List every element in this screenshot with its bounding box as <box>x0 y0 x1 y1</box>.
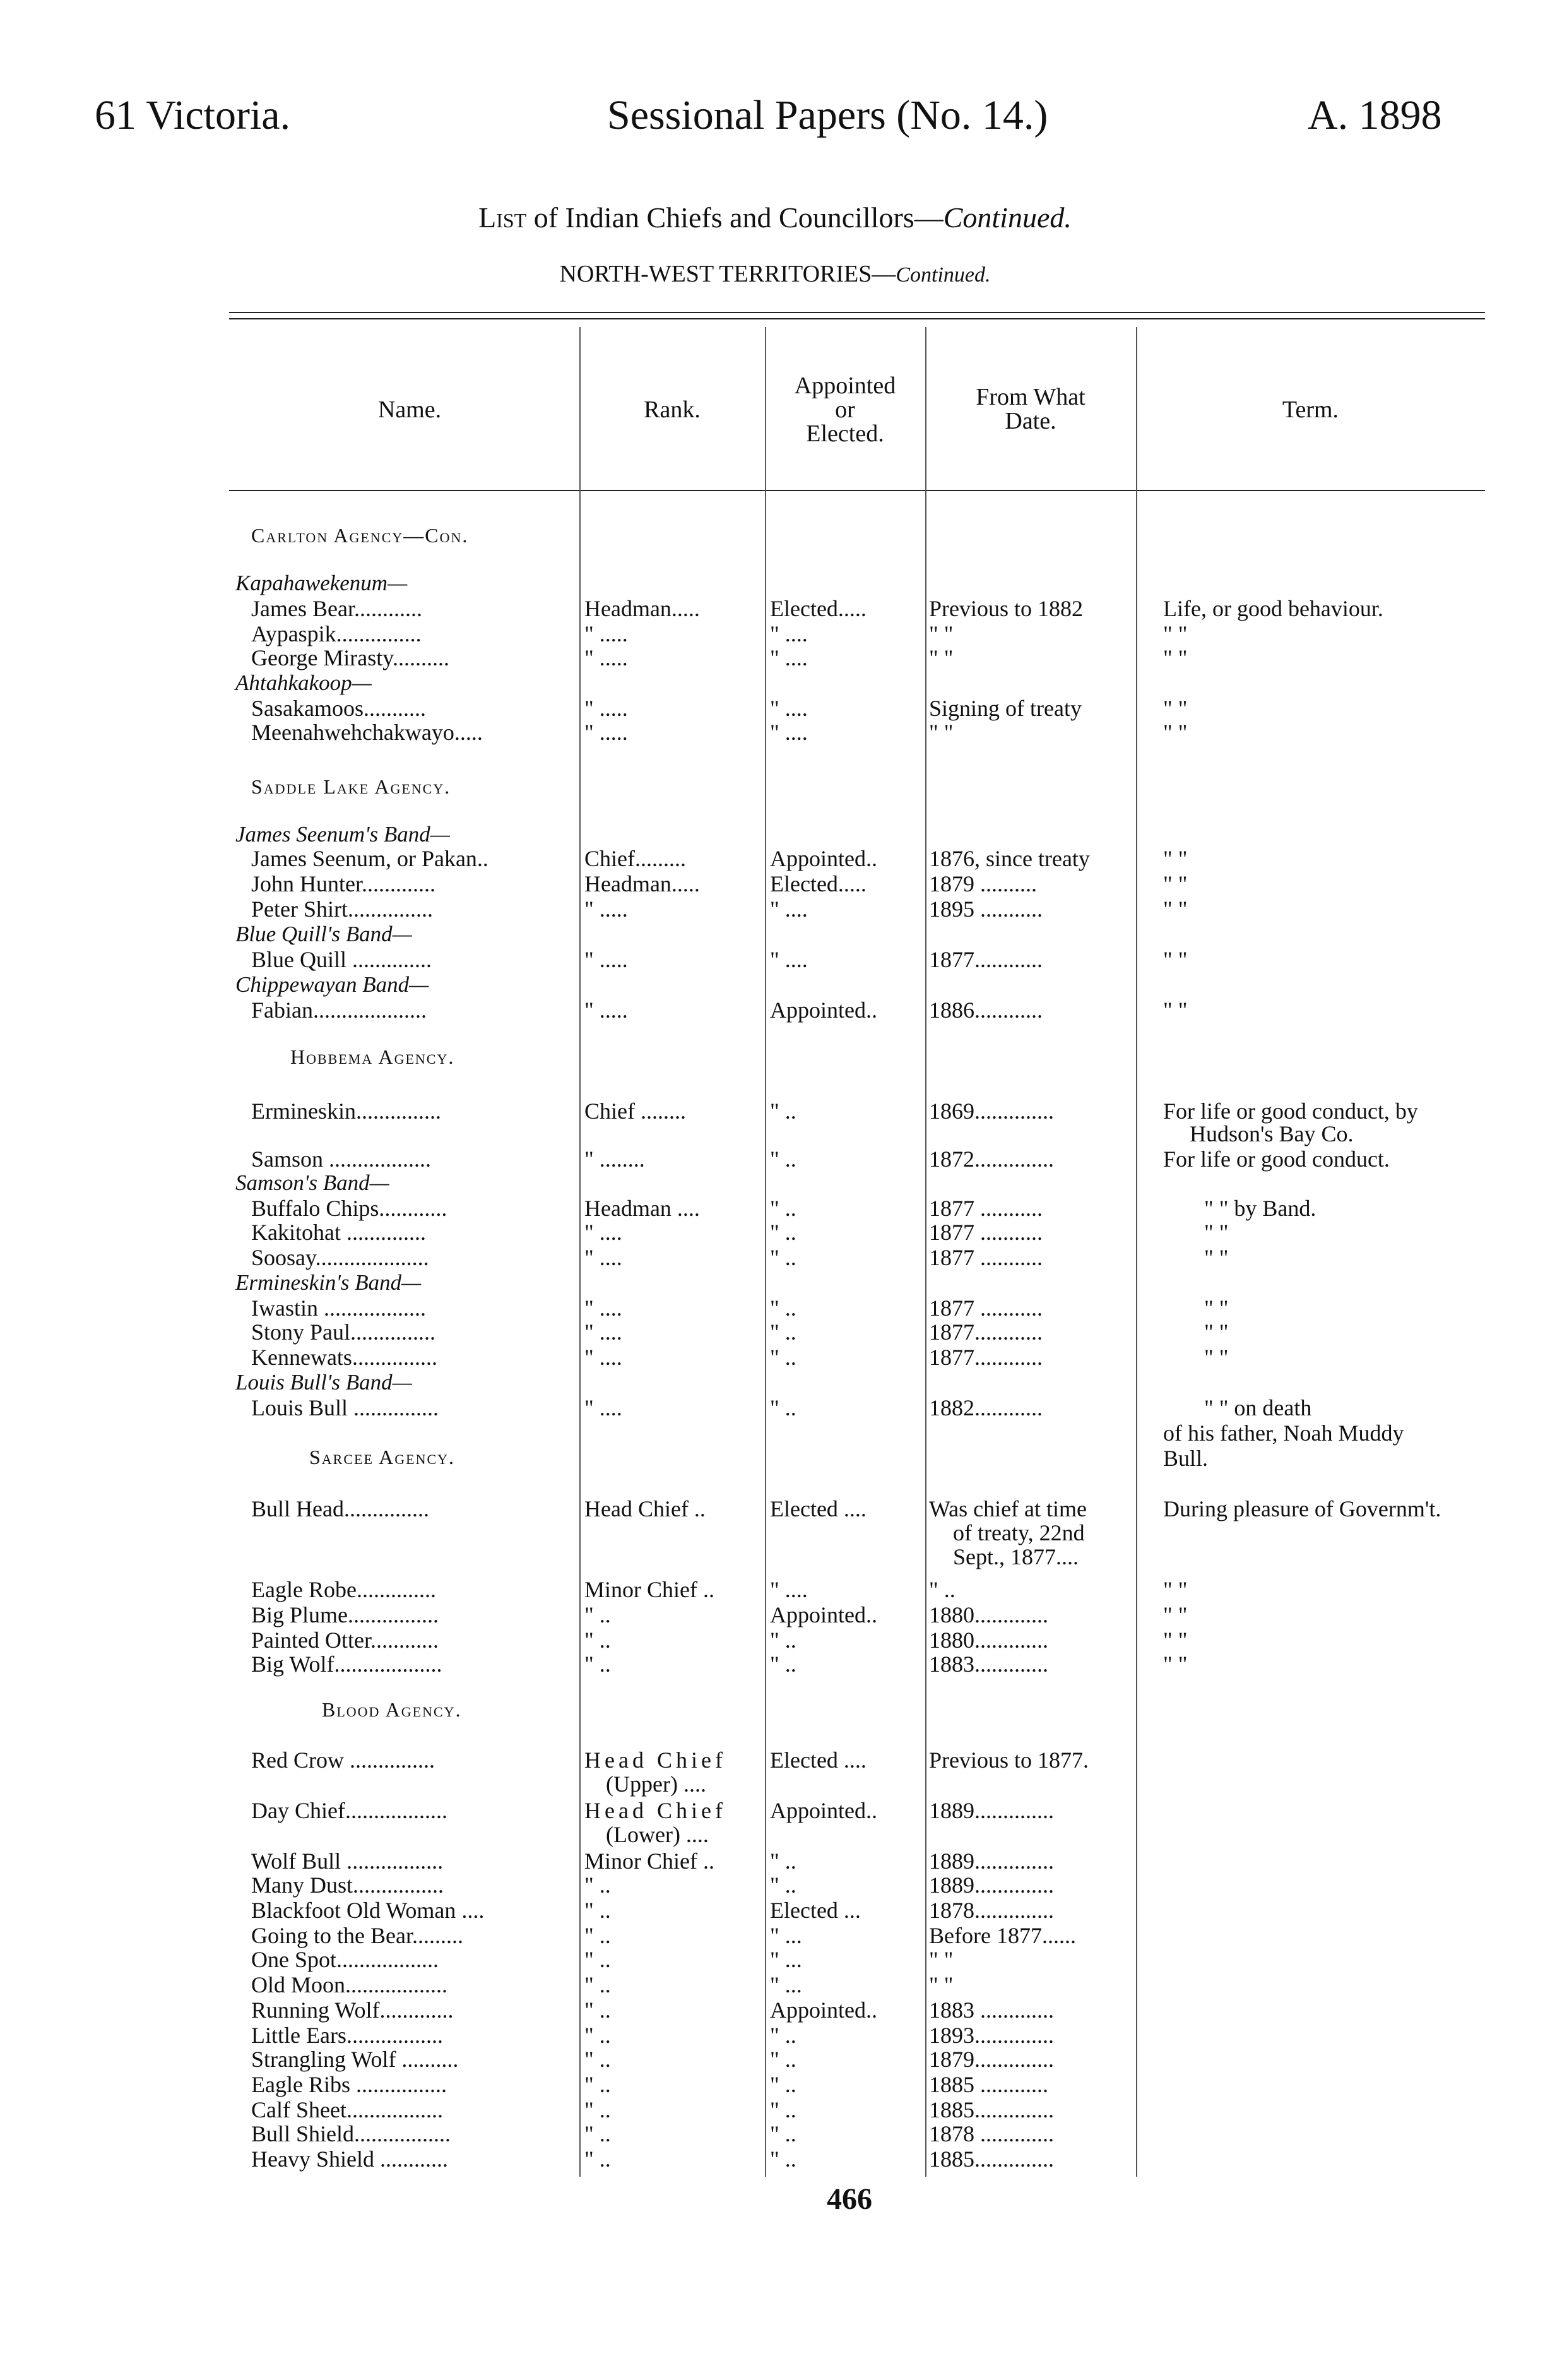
cell-name: Bull Shield................. <box>251 2121 451 2146</box>
cell-rank: " ........ <box>584 1146 645 1172</box>
cell-date: 1883 ............. <box>929 1997 1054 2023</box>
cell-rank: " .. <box>584 1947 611 1972</box>
cell-name: Meenahwehchakwayo..... <box>251 720 483 745</box>
cell-rank: Minor Chief .. <box>584 1577 714 1602</box>
cell-date: 1872.............. <box>929 1146 1054 1172</box>
cell-appointed: Elected ... <box>770 1898 861 1923</box>
table-row <box>0 1220 1550 1245</box>
cell-date: " " <box>929 1972 954 1997</box>
cell-date: Sept., 1877.... <box>953 1544 1079 1569</box>
cell-appointed: " ... <box>770 1947 802 1972</box>
cell-date: " " <box>929 621 954 646</box>
cell-name: Fabian.................... <box>251 997 427 1023</box>
column-header-appointed-line: Appointed <box>794 372 896 399</box>
cell-appointed: " .. <box>770 1196 796 1221</box>
cell-date: 1886............ <box>929 997 1043 1023</box>
table-row <box>0 1822 1550 1847</box>
cell-date: 1877 ........... <box>929 1196 1043 1221</box>
cell-term: " " <box>1163 997 1188 1023</box>
cell-date: 1893.............. <box>929 2023 1054 2048</box>
cell-date: of treaty, 22nd <box>953 1520 1085 1545</box>
cell-term: " " <box>1204 1319 1229 1345</box>
cell-appointed: " .... <box>770 1577 808 1602</box>
cell-name: Many Dust................ <box>251 1872 444 1898</box>
table-row <box>0 1544 1550 1569</box>
table-row <box>0 1146 1550 1172</box>
top-rule-2 <box>229 318 1485 319</box>
cell-date: 1877............ <box>929 947 1043 972</box>
cell-name: John Hunter............. <box>251 871 435 896</box>
column-header-date-line: From What <box>976 384 1086 410</box>
cell-date: 1877 ........... <box>929 1245 1043 1270</box>
subtitle-text: NORTH-WEST TERRITORIES— <box>559 261 896 287</box>
cell-appointed: " .. <box>770 1146 796 1172</box>
cell-name: Kennewats............... <box>251 1345 437 1370</box>
cell-appointed: " .. <box>770 2097 796 2122</box>
table-row <box>0 1848 1550 1874</box>
cell-date: Before 1877...... <box>929 1923 1076 1948</box>
agency-heading: Carlton Agency—Con. <box>251 524 469 547</box>
cell-rank: Headman .... <box>584 1196 700 1221</box>
band-heading: James Seenum's Band— <box>235 822 450 847</box>
cell-date: " " <box>929 720 954 745</box>
cell-appointed: " .. <box>770 1295 796 1321</box>
table-row <box>0 1972 1550 1997</box>
cell-name: Running Wolf............. <box>251 1997 454 2023</box>
band-heading: Louis Bull's Band— <box>235 1370 412 1395</box>
cell-rank: Chief ........ <box>584 1098 686 1124</box>
cell-date: 1877 ........... <box>929 1220 1043 1245</box>
table-row <box>0 1651 1550 1677</box>
top-rule <box>229 312 1485 313</box>
cell-name: Aypaspik............... <box>251 621 422 646</box>
cell-term: " " <box>1204 1295 1229 1321</box>
header-rule <box>229 490 1485 491</box>
cell-term: " " <box>1204 1345 1229 1370</box>
band-heading: Samson's Band— <box>235 1170 389 1195</box>
table-row <box>0 1898 1550 1923</box>
cell-term: " " <box>1163 1602 1188 1627</box>
cell-date: 1882............ <box>929 1395 1043 1420</box>
agency-heading: Hobbema Agency. <box>290 1045 455 1068</box>
cell-name: One Spot.................. <box>251 1947 439 1972</box>
cell-date: 1876, since treaty <box>929 846 1090 871</box>
cell-name: Ermineskin............... <box>251 1098 441 1124</box>
page-title <box>0 201 1550 234</box>
cell-appointed: " .. <box>770 2146 796 2172</box>
cell-rank: Minor Chief .. <box>584 1848 714 1874</box>
cell-appointed: " .... <box>770 696 808 721</box>
table-row <box>0 696 1550 721</box>
cell-term: " " <box>1163 947 1188 972</box>
cell-term: " " by Band. <box>1204 1196 1316 1221</box>
cell-date: 1889.............. <box>929 1848 1054 1874</box>
cell-date: Signing of treaty <box>929 696 1082 721</box>
cell-rank: " ..... <box>584 696 628 721</box>
cell-date: 1880............. <box>929 1602 1048 1627</box>
cell-appointed: Elected..... <box>770 871 867 896</box>
table-row <box>0 1627 1550 1653</box>
subtitle-continued: Continued. <box>896 263 991 287</box>
cell-rank: " .. <box>584 1923 611 1948</box>
cell-date: 1889.............. <box>929 1872 1054 1898</box>
table-row <box>0 1947 1550 1972</box>
table-row <box>0 621 1550 646</box>
cell-rank: " .. <box>584 1602 611 1627</box>
column-header-rank: Rank. <box>644 396 701 423</box>
cell-date: 1878.............. <box>929 1898 1054 1923</box>
cell-rank: " .... <box>584 1345 622 1370</box>
cell-date: 1877............ <box>929 1345 1043 1370</box>
cell-name: Eagle Robe.............. <box>251 1577 436 1602</box>
cell-date: Previous to 1877. <box>929 1747 1089 1773</box>
header-year: A. 1898 <box>1308 92 1442 138</box>
cell-appointed: " .... <box>770 720 808 745</box>
cell-name: Samson .................. <box>251 1146 432 1172</box>
cell-name: Calf Sheet................. <box>251 2097 443 2122</box>
cell-rank: " .. <box>584 1997 611 2023</box>
table-row <box>0 1798 1550 1823</box>
table-row <box>0 2146 1550 2172</box>
cell-appointed: " .. <box>770 1651 796 1677</box>
cell-appointed: Elected .... <box>770 1496 867 1521</box>
table-row <box>0 1747 1550 1773</box>
cell-date: 1889.............. <box>929 1798 1054 1823</box>
cell-name: Day Chief.................. <box>251 1798 447 1823</box>
cell-appointed: Appointed.. <box>770 1798 877 1823</box>
cell-rank: " ..... <box>584 621 628 646</box>
table-row <box>0 997 1550 1023</box>
table-row <box>0 1420 1550 1446</box>
cell-name: Red Crow ............... <box>251 1747 435 1773</box>
agency-heading: Blood Agency. <box>322 1698 462 1721</box>
table-row <box>0 1295 1550 1321</box>
cell-date: 1880............. <box>929 1627 1048 1653</box>
cell-appointed: " .. <box>770 1848 796 1874</box>
header-title: Sessional Papers (No. 14.) <box>607 92 1048 138</box>
cell-appointed: Appointed.. <box>770 997 877 1023</box>
cell-date: " " <box>929 1947 954 1972</box>
cell-term: " " <box>1163 1651 1188 1677</box>
cell-date: 1885 ............ <box>929 2072 1048 2097</box>
band-heading: Blue Quill's Band— <box>235 922 412 946</box>
page-number: 466 <box>827 2182 872 2216</box>
cell-name: Heavy Shield ............ <box>251 2146 448 2172</box>
header-session: 61 Victoria. <box>95 92 291 138</box>
cell-name: James Seenum, or Pakan.. <box>251 846 488 871</box>
cell-rank: " ..... <box>584 896 628 922</box>
cell-rank: Head Chief <box>584 1747 726 1773</box>
cell-name: Buffalo Chips............ <box>251 1196 447 1221</box>
cell-date: 1885.............. <box>929 2146 1054 2172</box>
cell-appointed: " .. <box>770 2023 796 2048</box>
cell-rank: " .. <box>584 1651 611 1677</box>
table-row <box>0 1997 1550 2023</box>
column-header-appointed-line: Elected. <box>806 420 884 447</box>
cell-appointed: " .. <box>770 1627 796 1653</box>
table-row <box>0 2023 1550 2048</box>
table-row <box>0 1345 1550 1370</box>
cell-term: " " <box>1204 1245 1229 1270</box>
cell-rank: " .. <box>584 2146 611 2172</box>
cell-rank: Chief......... <box>584 846 686 871</box>
column-header-name: Name. <box>377 396 442 423</box>
cell-appointed: " .. <box>770 1245 796 1270</box>
cell-appointed: Elected..... <box>770 596 867 621</box>
cell-date: 1869.............. <box>929 1098 1054 1124</box>
cell-name: Louis Bull ............... <box>251 1395 439 1420</box>
cell-name: Sasakamoos........... <box>251 696 426 721</box>
cell-name: Going to the Bear......... <box>251 1923 463 1948</box>
cell-rank: " ..... <box>584 997 628 1023</box>
table-row <box>0 1245 1550 1270</box>
cell-appointed: " .. <box>770 1345 796 1370</box>
cell-appointed: " ... <box>770 1972 802 1997</box>
table-row <box>0 2121 1550 2146</box>
cell-appointed: " ... <box>770 1923 802 1948</box>
cell-term: During pleasure of Governm't. <box>1163 1496 1441 1521</box>
table-row <box>0 1771 1550 1797</box>
cell-date: 1885.............. <box>929 2097 1054 2122</box>
cell-name: George Mirasty.......... <box>251 645 449 670</box>
cell-appointed: " .. <box>770 1319 796 1345</box>
cell-rank: " .. <box>584 2097 611 2122</box>
cell-appointed: " .. <box>770 1872 796 1898</box>
cell-term: Hudson's Bay Co. <box>1190 1121 1354 1146</box>
cell-rank: " .. <box>584 1872 611 1898</box>
column-header-date <box>925 385 1136 433</box>
cell-rank: " .... <box>584 1319 622 1345</box>
table-row <box>0 596 1550 621</box>
agency-heading: Saddle Lake Agency. <box>251 775 451 798</box>
cell-appointed: Appointed.. <box>770 846 877 871</box>
cell-term: For life or good conduct, by <box>1163 1098 1418 1124</box>
cell-date: 1895 ........... <box>929 896 1043 922</box>
cell-rank: Headman..... <box>584 596 700 621</box>
cell-name: Blue Quill .............. <box>251 947 432 972</box>
cell-term: " " <box>1163 720 1188 745</box>
title-lead: List <box>478 201 527 234</box>
cell-name: Iwastin .................. <box>251 1295 426 1321</box>
cell-name: Strangling Wolf .......... <box>251 2047 459 2072</box>
cell-rank: " .. <box>584 2121 611 2146</box>
table-row <box>0 1923 1550 1948</box>
table-row <box>0 2072 1550 2097</box>
cell-term: " " <box>1163 846 1188 871</box>
cell-appointed: " .. <box>770 1220 796 1245</box>
cell-appointed: " .... <box>770 621 808 646</box>
table-row <box>0 846 1550 871</box>
cell-appointed: " .... <box>770 947 808 972</box>
cell-name: Little Ears................. <box>251 2023 443 2048</box>
table-row <box>0 2047 1550 2072</box>
cell-date: " " <box>929 645 954 670</box>
cell-name: Soosay.................... <box>251 1245 429 1270</box>
table-row <box>0 1196 1550 1221</box>
cell-name: Old Moon.................. <box>251 1972 448 1997</box>
table-row <box>0 1395 1550 1420</box>
column-header-term: Term. <box>1282 396 1339 423</box>
table-row <box>0 645 1550 670</box>
table-row <box>0 720 1550 745</box>
cell-term: " " on death <box>1204 1395 1312 1420</box>
band-heading: Ahtahkakoop— <box>235 670 372 695</box>
cell-term: of his father, Noah Muddy <box>1163 1420 1404 1446</box>
cell-rank: (Lower) .... <box>606 1822 709 1847</box>
table-row <box>0 1496 1550 1521</box>
cell-rank: " .. <box>584 2072 611 2097</box>
cell-rank: " .... <box>584 1295 622 1321</box>
page-subtitle <box>0 260 1550 288</box>
cell-name: Painted Otter............ <box>251 1627 439 1653</box>
cell-rank: " .. <box>584 2023 611 2048</box>
cell-appointed: " .. <box>770 2121 796 2146</box>
cell-date: Previous to 1882 <box>929 596 1084 621</box>
cell-term: Bull. <box>1163 1446 1209 1471</box>
cell-appointed: Appointed.. <box>770 1602 877 1627</box>
cell-name: Eagle Ribs ................ <box>251 2072 447 2097</box>
cell-rank: " ..... <box>584 947 628 972</box>
cell-rank: " ..... <box>584 720 628 745</box>
table-row <box>0 1098 1550 1124</box>
cell-term: For life or good conduct. <box>1163 1146 1390 1172</box>
table-row <box>0 1602 1550 1627</box>
cell-term: " " <box>1163 871 1188 896</box>
cell-rank: Head Chief .. <box>584 1496 706 1521</box>
cell-date: " .. <box>929 1577 955 1602</box>
cell-appointed: " .. <box>770 1395 796 1420</box>
agency-heading: Sarcee Agency. <box>309 1446 456 1468</box>
cell-rank: " .... <box>584 1245 622 1270</box>
title-continued: Continued. <box>943 201 1072 234</box>
cell-date: Was chief at time <box>929 1496 1087 1521</box>
table-row <box>0 2097 1550 2122</box>
cell-date: 1877............ <box>929 1319 1043 1345</box>
table-row <box>0 1520 1550 1545</box>
cell-rank: " .... <box>584 1220 622 1245</box>
cell-name: Bull Head............... <box>251 1496 429 1521</box>
cell-name: Stony Paul............... <box>251 1319 436 1345</box>
cell-appointed: " .. <box>770 1098 796 1124</box>
column-header-appointed-line: or <box>835 396 855 423</box>
table-row <box>0 1319 1550 1345</box>
table-row <box>0 1872 1550 1898</box>
cell-date: 1883............. <box>929 1651 1048 1677</box>
cell-name: Big Wolf................... <box>251 1651 442 1677</box>
cell-term: " " <box>1163 621 1188 646</box>
cell-term: " " <box>1163 1577 1188 1602</box>
cell-term: " " <box>1163 1627 1188 1653</box>
cell-name: Kakitohat .............. <box>251 1220 426 1245</box>
cell-appointed: Appointed.. <box>770 1997 877 2023</box>
cell-appointed: Elected .... <box>770 1747 867 1773</box>
cell-rank: " .. <box>584 1627 611 1653</box>
cell-rank: " .. <box>584 1898 611 1923</box>
band-heading: Chippewayan Band— <box>235 972 429 997</box>
cell-rank: Head Chief <box>584 1798 726 1823</box>
cell-term: " " <box>1163 696 1188 721</box>
cell-appointed: " .... <box>770 645 808 670</box>
column-header-appointed <box>765 374 925 446</box>
cell-appointed: " .. <box>770 2047 796 2072</box>
cell-term: " " <box>1163 896 1188 922</box>
cell-term: " " <box>1204 1220 1229 1245</box>
table-row <box>0 1446 1550 1471</box>
table-row <box>0 1121 1550 1146</box>
cell-rank: " ..... <box>584 645 628 670</box>
cell-date: 1878 ............. <box>929 2121 1054 2146</box>
cell-date: 1879 .......... <box>929 871 1037 896</box>
band-heading: Ermineskin's Band— <box>235 1270 422 1295</box>
cell-date: 1877 ........... <box>929 1295 1043 1321</box>
cell-rank: " .... <box>584 1395 622 1420</box>
cell-rank: " .. <box>584 1972 611 1997</box>
band-heading: Kapahawekenum— <box>235 571 408 595</box>
table-row <box>0 1577 1550 1602</box>
cell-appointed: " .... <box>770 896 808 922</box>
cell-term: " " <box>1163 645 1188 670</box>
cell-date: 1879.............. <box>929 2047 1054 2072</box>
cell-rank: " .. <box>584 2047 611 2072</box>
column-header-date-line: Date. <box>1005 408 1056 434</box>
table-row <box>0 947 1550 972</box>
cell-name: Wolf Bull ................. <box>251 1848 444 1874</box>
cell-name: Big Plume................ <box>251 1602 439 1627</box>
cell-appointed: " .. <box>770 2072 796 2097</box>
cell-rank: (Upper) .... <box>606 1771 706 1797</box>
title-rest: of Indian Chiefs and Councillors— <box>533 201 944 234</box>
table-row <box>0 871 1550 896</box>
cell-name: James Bear............ <box>251 596 422 621</box>
cell-name: Blackfoot Old Woman .... <box>251 1898 485 1923</box>
cell-term: Life, or good behaviour. <box>1163 596 1383 621</box>
table-row <box>0 896 1550 922</box>
cell-name: Peter Shirt............... <box>251 896 433 922</box>
cell-rank: Headman..... <box>584 871 700 896</box>
